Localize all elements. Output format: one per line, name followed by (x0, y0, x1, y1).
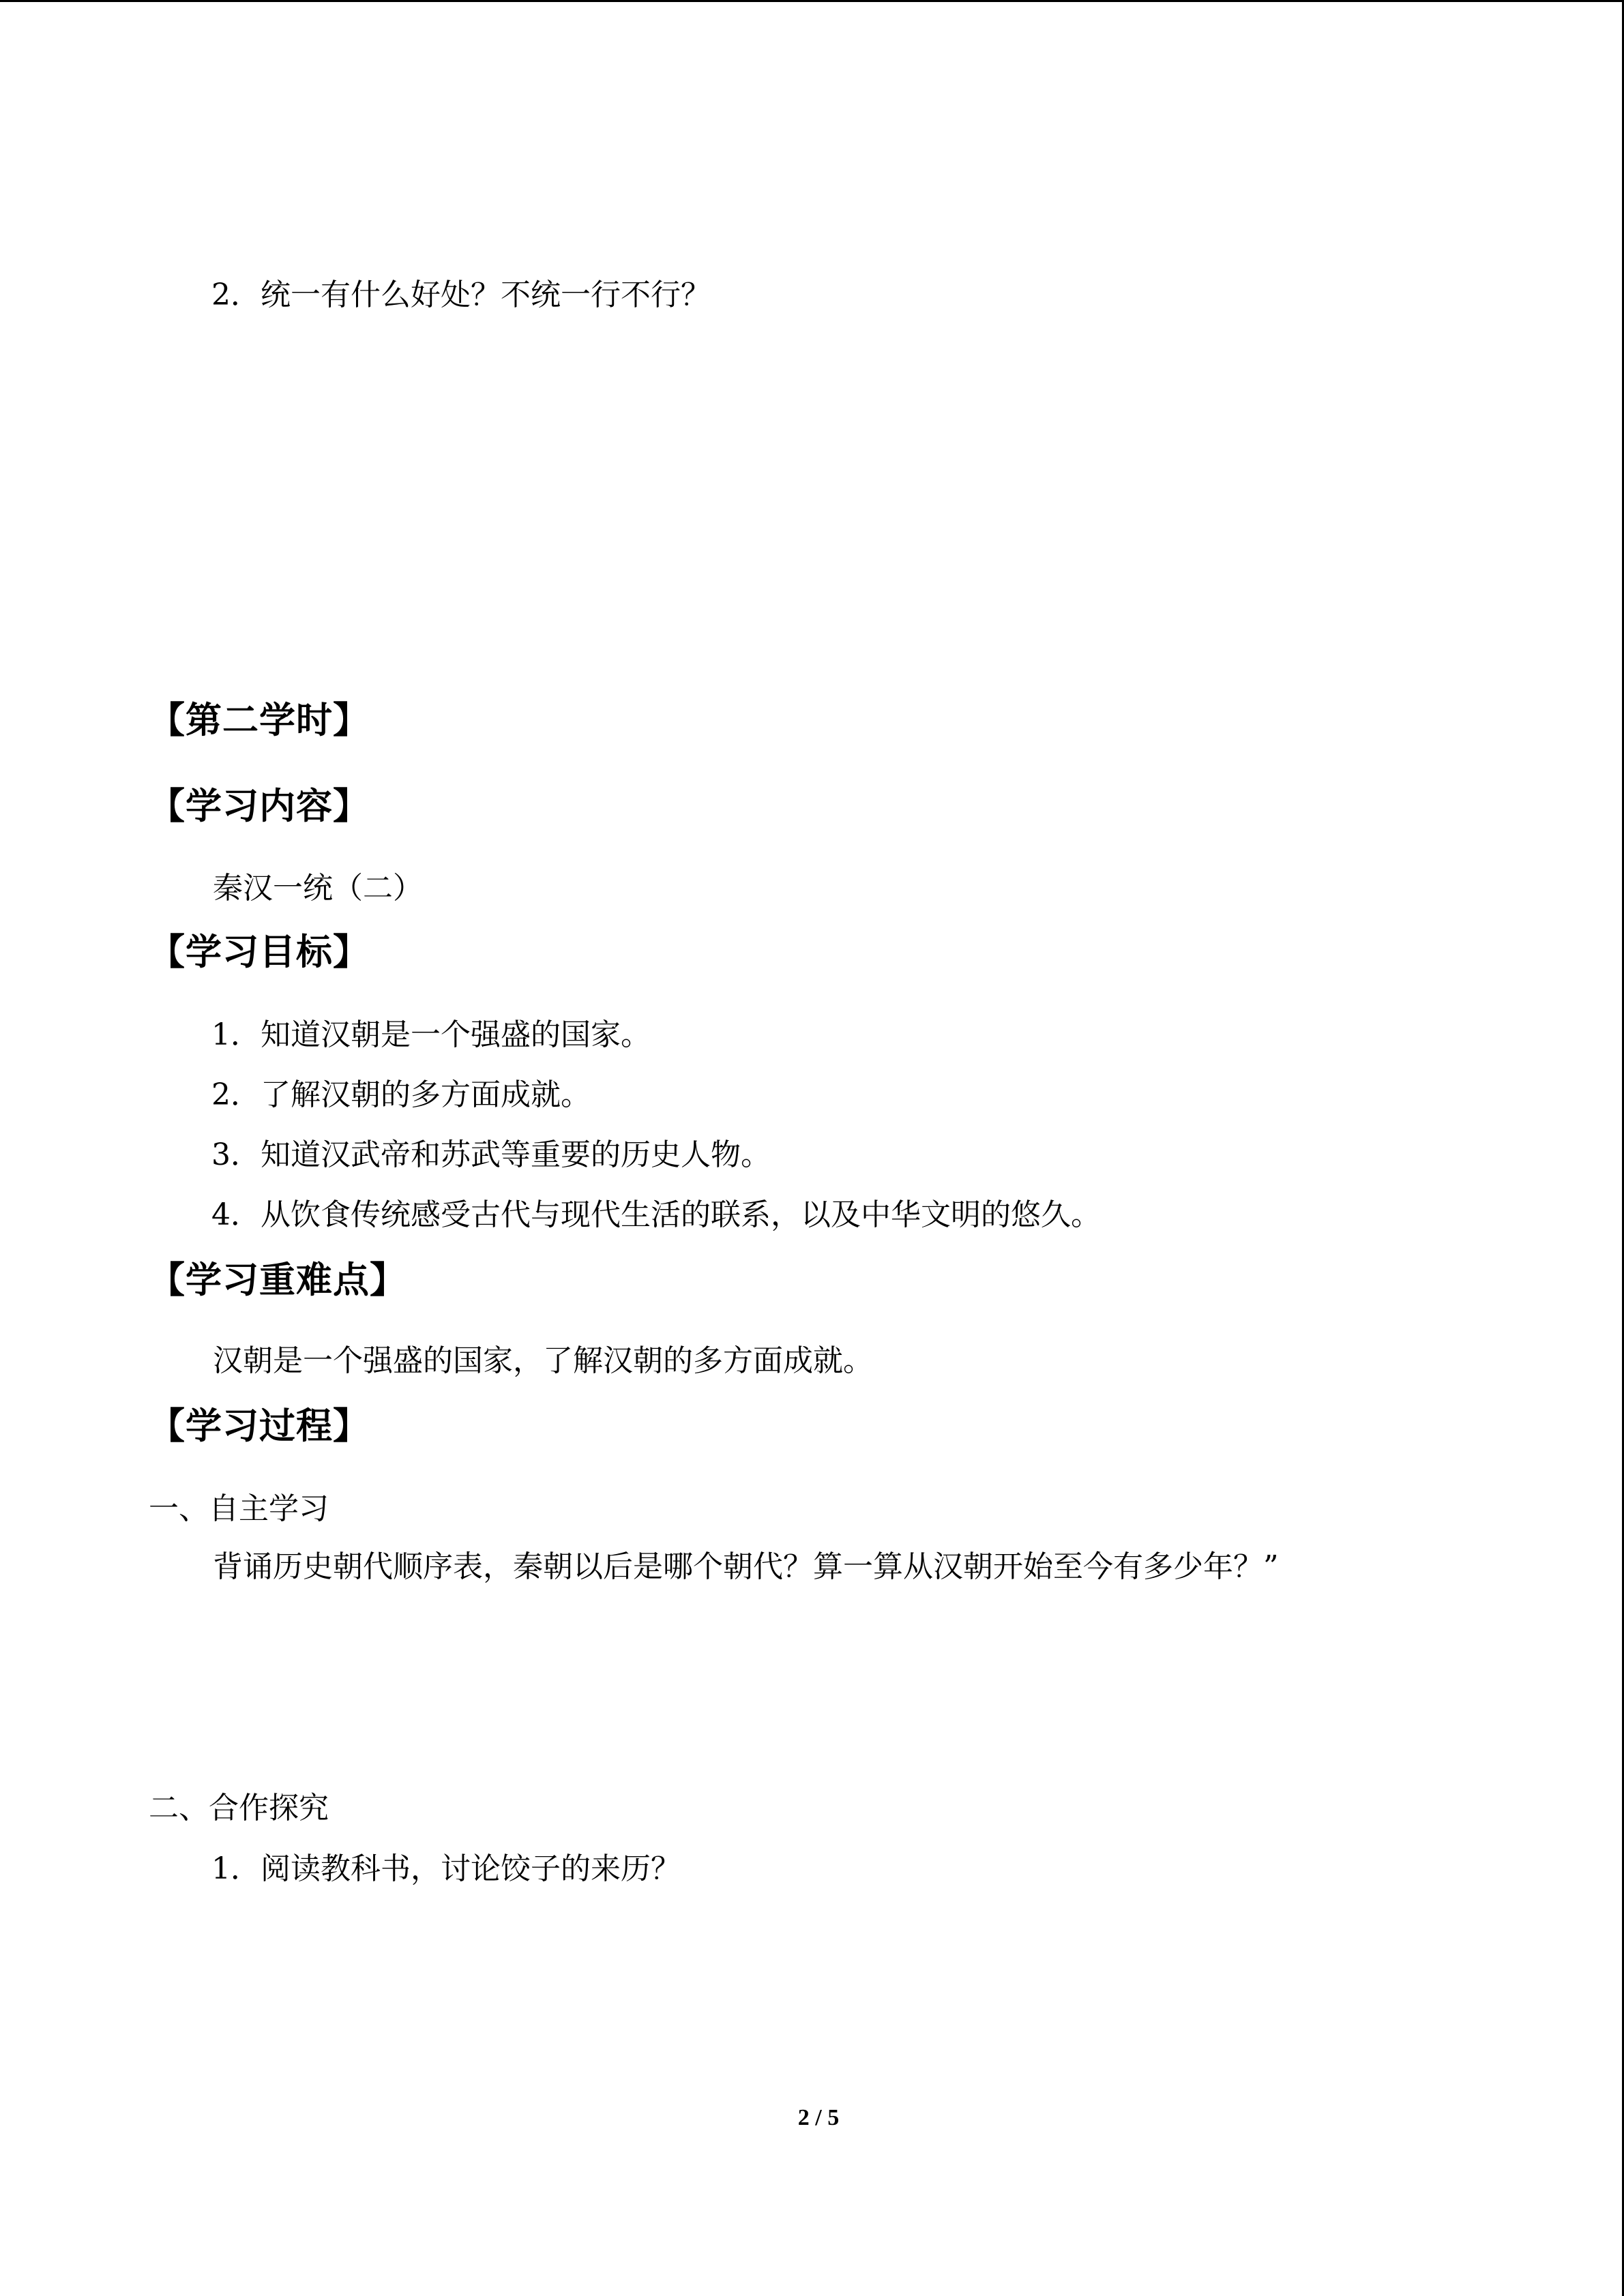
learning-content-text: 秦汉一统（二） (213, 871, 423, 906)
heading-learning-process: 【学习过程】 (149, 1405, 370, 1447)
heading-learning-content: 【学习内容】 (149, 786, 370, 827)
process-part-2-item-1: 1．阅读教科书，讨论饺子的来历？ (211, 1851, 681, 1886)
process-part-2-title: 二、合作探究 (149, 1791, 329, 1825)
goal-item-4: 4．从饮食传统感受古代与现代生活的联系，以及中华文明的悠久。 (211, 1197, 1101, 1232)
heading-second-lesson: 【第二学时】 (149, 700, 370, 741)
process-part-1-title: 一、自主学习 (149, 1491, 329, 1526)
heading-learning-goals: 【学习目标】 (149, 931, 370, 973)
previous-question-2: 2．统一有什么好处？不统一行不行？ (211, 278, 711, 312)
page-number: 2 / 5 (797, 2105, 840, 2130)
process-part-1-text: 背诵历史朝代顺序表，秦朝以后是哪个朝代？算一算从汉朝开始至今有多少年？” (213, 1549, 1279, 1584)
goal-item-2: 2．了解汉朝的多方面成就。 (211, 1077, 591, 1112)
goal-item-3: 3．知道汉武帝和苏武等重要的历史人物。 (211, 1137, 771, 1172)
key-points-text: 汉朝是一个强盛的国家，了解汉朝的多方面成就。 (213, 1343, 873, 1378)
heading-key-points: 【学习重难点】 (149, 1259, 407, 1301)
goal-item-1: 1．知道汉朝是一个强盛的国家。 (211, 1017, 651, 1052)
